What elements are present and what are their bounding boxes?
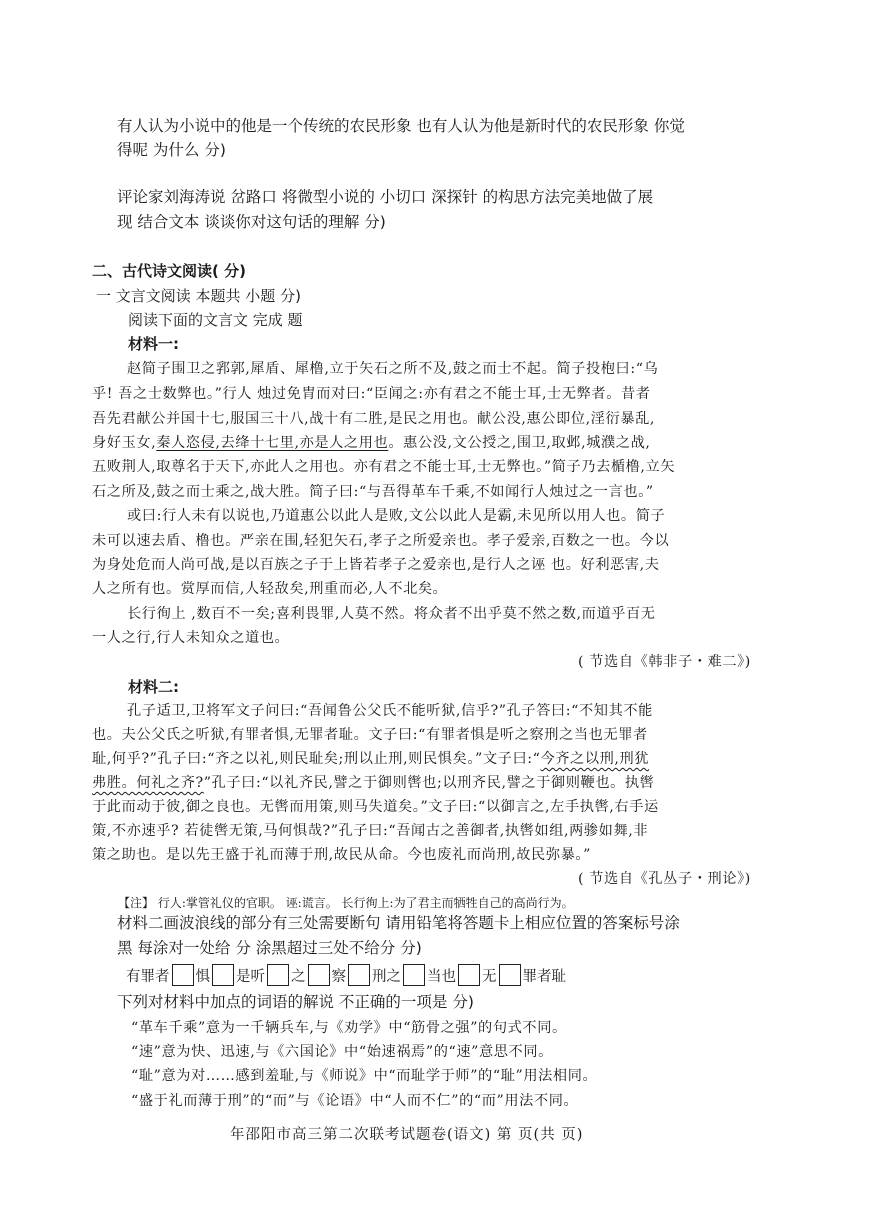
passage-line: 长行徇上 ,数百不一矣;喜利畏罪,人莫不然。将众者不出乎莫不然之数,而道乎百无 xyxy=(127,606,656,622)
passage-line: 或曰:行人未有以说也,乃道惠公以此人是败,文公以此人是霸,未见所以用人也。简子 xyxy=(127,508,666,524)
answer-box[interactable] xyxy=(267,964,289,986)
passage-text: ”孔子曰:“以礼齐民,譬之于御则辔也;以刑齐民,譬之于御则鞭也。执辔 xyxy=(203,775,655,791)
passage-line: 石之所及,鼓之而士乘之,战大胜。简子曰:“与吾得革车千乘,不如闻行人烛过之一言也。” xyxy=(92,484,654,500)
option-item: “速”意为快、迅速,与《六国论》中“始速祸焉”的“速”意思不同。 xyxy=(131,1044,553,1060)
fill-segment: 是听 xyxy=(236,968,265,985)
option-item: “耻”意为对……感到羞耻,与《师说》中“而耻学于师”的“耻”用法相同。 xyxy=(131,1068,598,1084)
question-line: 黑 每涂对一处给 分 涂黑超过三处不给分 分) xyxy=(117,939,422,957)
question-line: 下列对材料中加点的词语的解说 不正确的一项是 分) xyxy=(117,993,474,1011)
answer-box[interactable] xyxy=(403,964,425,986)
fill-segment: 察 xyxy=(331,968,346,985)
passage-line: 为身处危而人尚可战,是以百族之子于上皆若孝子之爱亲也,是行人之诬 也。好利恶害,夫 xyxy=(92,557,660,573)
passage-line: 策之助也。是以先王盛于礼而薄于刑,故民从命。今也废礼而尚刑,故民弥暴。” xyxy=(92,847,591,863)
answer-box[interactable] xyxy=(308,964,330,986)
passage-line: 五败荆人,取尊名于天下,亦此人之用也。亦有君之不能士耳,士无弊也。”简子乃去楯橹,立矢 xyxy=(92,459,676,475)
passage-line: 孔子适卫,卫将军文子问曰:“吾闻鲁公父氏不能听狱,信乎?”孔子答曰:“不知其不能 xyxy=(127,703,653,719)
answer-box[interactable] xyxy=(348,964,370,986)
question-line: 材料二画波浪线的部分有三处需要断句 请用铅笔将答题卡上相应位置的答案标号涂 xyxy=(117,914,680,932)
passage-line: 未可以速去盾、橹也。严亲在围,轻犯矢石,孝子之所爱亲也。孝子爱亲,百数之一也。今以 xyxy=(92,533,670,549)
section-title: 二、古代诗文阅读( 分) xyxy=(92,262,246,280)
passage-line xyxy=(92,776,654,790)
material-label: 材料二: xyxy=(128,678,179,696)
underlined-text: 秦人恣侵,去绛十七里,亦是人之用也 xyxy=(156,435,389,451)
passage-line xyxy=(92,752,649,766)
fill-segment: 当也 xyxy=(427,968,456,985)
material-label: 材料一: xyxy=(128,335,179,353)
fill-segment: 刑之 xyxy=(372,968,401,985)
page-footer: 年邵阳市高三第二次联考试题卷(语文) 第 页(共 页) xyxy=(230,1127,584,1143)
answer-box[interactable] xyxy=(458,964,480,986)
fill-segment: 无 xyxy=(482,968,497,985)
wavy-underlined-text: 今齐之以刑,刑犹 xyxy=(540,751,650,767)
footnote: 【注】 行人:掌管礼仪的官职。 诬:谎言。 长行徇上:为了君主而牺牲自己的高尚行为。 xyxy=(118,896,574,910)
source-citation: ( 节选自《孔丛子・刑论》) xyxy=(578,871,751,887)
passage-line: 于此而动于彼,御之良也。无辔而用策,则马失道矣。”文子曰:“以御言之,左手执辔,右手运 xyxy=(92,799,659,815)
passage-line: 赵简子围卫之郛郭,犀盾、犀橹,立于矢石之所不及,鼓之而士不起。简子投枹曰:“乌 xyxy=(127,361,659,377)
fill-segment: 罪者耻 xyxy=(522,968,566,985)
instruction: 阅读下面的文言文 完成 题 xyxy=(128,311,303,329)
wavy-underlined-text: 弗胜。何礼之齐? xyxy=(92,775,204,791)
passage-text: 。惠公没,文公授之,围卫,取邺,城濮之战, xyxy=(388,435,651,451)
passage-line xyxy=(92,436,650,450)
passage-line: 也。夫公父氏之听狱,有罪者惧,无罪者耻。文子曰:“有罪者惧是听之察刑之当也无罪者 xyxy=(92,727,648,743)
fill-segment: 有罪者 xyxy=(126,968,170,985)
answer-box[interactable] xyxy=(212,964,234,986)
question-line: 评论家刘海涛说 岔路口 将微型小说的 小切口 深探针 的构思方法完美地做了展 xyxy=(117,188,654,206)
passage-text: 身好玉女, xyxy=(92,435,157,451)
question-line: 有人认为小说中的他是一个传统的农民形象 也有人认为他是新时代的农民形象 你觉 xyxy=(117,117,685,135)
option-item: “革车千乘”意为一千辆兵车,与《劝学》中“筋骨之强”的句式不同。 xyxy=(131,1020,567,1036)
option-item: “盛于礼而薄于刑”的“而”与《论语》中“人而不仁”的“而”用法不同。 xyxy=(131,1093,579,1109)
answer-box[interactable] xyxy=(172,964,194,986)
fill-segment: 之 xyxy=(291,968,306,985)
passage-line: 人之所有也。赏厚而信,人轻敌矣,刑重而必,人不北矣。 xyxy=(92,581,448,597)
passage-line: 乎! 吾之士数弊也。”行人 烛过免胄而对曰:“臣闻之:亦有君之不能士耳,士无弊者。昔者 xyxy=(92,386,651,402)
punctuation-answer-row xyxy=(126,964,566,986)
source-citation: ( 节选自《韩非子・难二》) xyxy=(578,654,751,670)
passage-line: 策,不亦速乎? 若徒辔无策,马何惧哉?”孔子曰:“吾闻古之善御者,执辔如组,两骖如舞,非 xyxy=(92,823,649,839)
fill-segment: 惧 xyxy=(195,968,210,985)
passage-text: 耻,何乎?”孔子曰:“齐之以礼,则民耻矣;刑以止刑,则民惧矣。”文子曰:“ xyxy=(92,751,541,767)
passage-line: 一人之行,行人未知众之道也。 xyxy=(92,630,290,646)
question-line: 现 结合文本 谈谈你对这句话的理解 分) xyxy=(117,213,386,231)
answer-box[interactable] xyxy=(499,964,521,986)
subsection-title: 一 文言文阅读 本题共 小题 分) xyxy=(96,287,301,305)
passage-line: 吾先君献公并国十七,服国三十八,战十有二胜,是民之用也。献公没,惠公即位,淫衍暴乱, xyxy=(92,411,656,427)
question-line: 得呢 为什么 分) xyxy=(117,141,226,159)
